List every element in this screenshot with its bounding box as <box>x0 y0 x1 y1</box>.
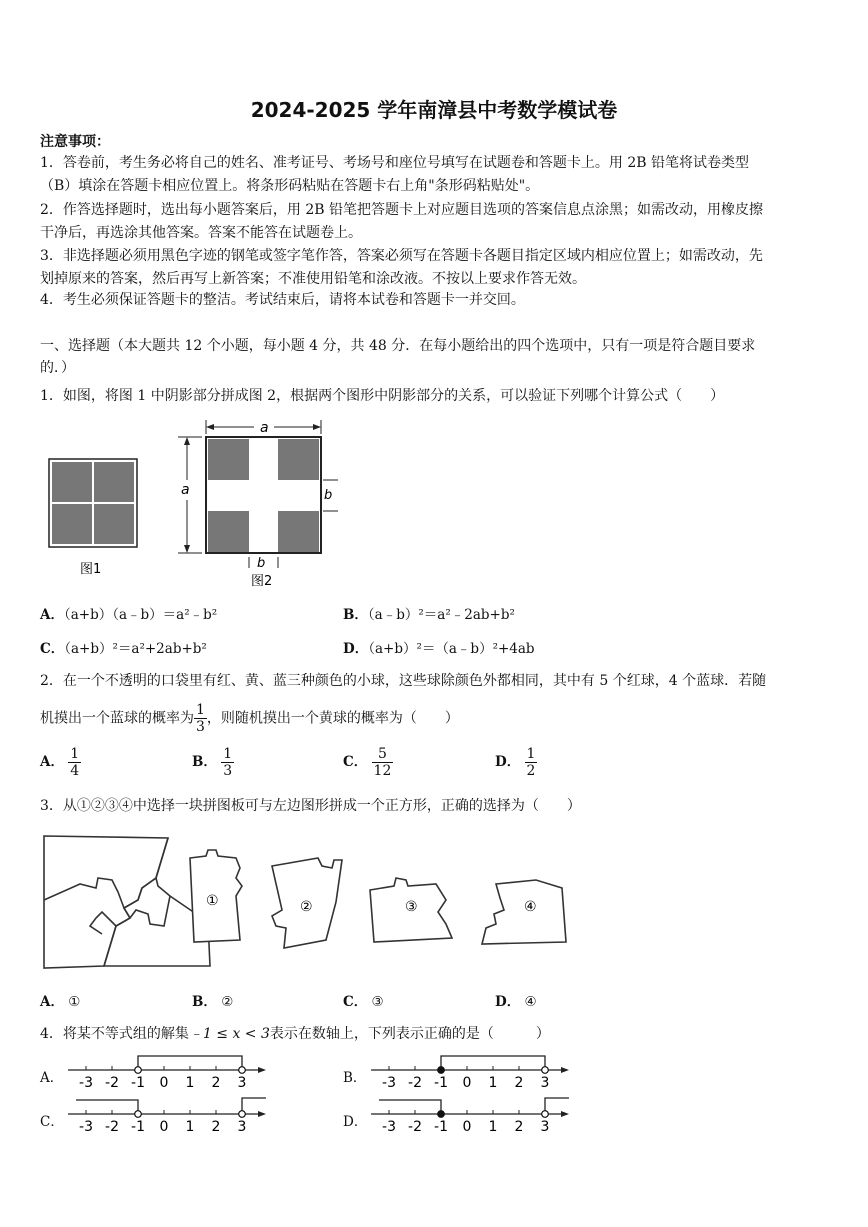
q3-option-c[interactable] <box>343 990 384 1010</box>
denominator: 2 <box>526 763 536 779</box>
tick-label: 3 <box>540 1119 550 1135</box>
option-label: D． <box>343 641 369 657</box>
notice-line: （B）填涂在答题卡相应位置上。将条形码粘贴在答题卡右上角"条形码粘贴处"。 <box>40 178 540 194</box>
open-dot <box>239 1111 246 1118</box>
open-dot <box>239 1067 246 1074</box>
open-dot <box>542 1111 549 1118</box>
puzzle-piece-4 <box>482 880 566 944</box>
section-heading-cont: 的．） <box>40 360 75 376</box>
option-label: A． <box>40 994 64 1010</box>
q4-numberline-a[interactable] <box>66 1052 276 1092</box>
tick-label: -3 <box>382 1075 396 1091</box>
tick-label: 2 <box>211 1119 221 1135</box>
tick-label: -1 <box>434 1119 448 1135</box>
q1-option-a[interactable] <box>40 603 217 623</box>
numerator: 1 <box>196 702 205 718</box>
denominator: 3 <box>196 719 205 735</box>
tick-label: 3 <box>237 1119 247 1135</box>
numerator: 1 <box>70 746 80 762</box>
tick-label: 0 <box>462 1075 472 1091</box>
page-title: 2024-2025 学年南漳县中考数学模试卷 <box>250 98 618 122</box>
piece-3-label: ③ <box>405 899 418 915</box>
solution-ray-right <box>242 1098 266 1114</box>
open-dot <box>542 1067 549 1074</box>
option-text: （a﹣b）²＝a²﹣2ab+b² <box>367 607 515 623</box>
q3-figure <box>40 830 580 975</box>
option-text: （a+b）（a﹣b）＝a²﹣b² <box>63 607 218 623</box>
tick-label: 2 <box>211 1075 221 1091</box>
option-text: （a+b）²＝a²+2ab+b² <box>64 641 207 657</box>
q3-option-a[interactable] <box>40 990 80 1010</box>
tick-label: 1 <box>488 1075 498 1091</box>
denominator: 3 <box>223 763 233 779</box>
tick-label: -2 <box>408 1119 422 1135</box>
tick-label: -3 <box>79 1119 93 1135</box>
puzzle-composite <box>44 836 210 968</box>
option-text: ② <box>221 994 234 1010</box>
fig2-caption: 图2 <box>251 574 273 589</box>
figure-1 <box>49 459 137 547</box>
fraction <box>221 746 234 779</box>
open-dot <box>135 1067 142 1074</box>
piece-2-label: ② <box>300 899 313 915</box>
solution-ray-left <box>76 1100 138 1114</box>
tick-label: -2 <box>105 1119 119 1135</box>
tick-label: -1 <box>131 1075 145 1091</box>
piece-1-label: ① <box>206 893 219 909</box>
option-label: D． <box>495 754 521 770</box>
q2-option-c[interactable] <box>343 746 393 779</box>
fraction <box>194 702 207 735</box>
q1-option-c[interactable] <box>40 637 207 657</box>
axis-arrow <box>561 1111 569 1117</box>
tick-label: -1 <box>434 1075 448 1091</box>
tick-label: -2 <box>408 1075 422 1091</box>
tick-label: -3 <box>79 1075 93 1091</box>
q2-stem-pre: 机摸出一个蓝球的概率为 <box>40 710 194 727</box>
q4-stem-post: 表示在数轴上，下列表示正确的是（ ） <box>269 1026 550 1042</box>
tick-label: 0 <box>462 1119 472 1135</box>
tick-label: -1 <box>131 1119 145 1135</box>
puzzle-piece-1 <box>190 850 242 942</box>
q1-option-d[interactable] <box>343 637 535 657</box>
piece-4-label: ④ <box>524 899 537 915</box>
option-label: A． <box>40 607 64 623</box>
option-label: B． <box>192 994 217 1010</box>
puzzle-piece-2 <box>272 858 342 948</box>
q2-option-b[interactable] <box>192 746 234 779</box>
axis-arrow <box>258 1067 266 1073</box>
option-label: D． <box>495 994 521 1010</box>
open-dot <box>135 1111 142 1118</box>
q2-option-a[interactable] <box>40 746 81 779</box>
q4-numberline-b[interactable] <box>369 1052 579 1092</box>
numerator: 5 <box>372 746 394 763</box>
tick-label: -3 <box>382 1119 396 1135</box>
tick-label: 2 <box>514 1119 524 1135</box>
closed-dot <box>438 1111 445 1118</box>
solution-ray-right <box>545 1098 569 1114</box>
q4-option-c-label[interactable]: C． <box>40 1114 64 1130</box>
dim-a-left: a <box>181 482 190 498</box>
option-label: C． <box>343 754 368 770</box>
option-text: ④ <box>524 994 537 1010</box>
q2-stem-post: ，则随机摸出一个黄球的概率为（ ） <box>206 710 459 727</box>
notice-line: 1．答卷前，考生务必将自己的姓名、准考证号、考场号和座位号填写在试题卷和答题卡上。用 2B 铅笔将试卷类型 <box>40 155 749 171</box>
puzzle-piece-3 <box>370 878 452 942</box>
notice-line: 2．作答选择题时，选出每小题答案后，用 2B 铅笔把答题卡上对应题目选项的答案信息点涂黑；如需改动，用橡皮擦 <box>40 202 763 218</box>
q4-option-b-label[interactable]: B． <box>343 1070 367 1086</box>
tick-label: 1 <box>185 1075 195 1091</box>
q4-stem-math: ﹣1 ≤ x < 3 <box>188 1026 270 1042</box>
option-text: ① <box>68 994 81 1010</box>
dim-b-bottom: b <box>257 556 266 571</box>
tick-label: 1 <box>185 1119 195 1135</box>
axis-arrow <box>258 1111 266 1117</box>
tick-label: 0 <box>159 1075 169 1091</box>
fraction <box>525 746 538 779</box>
dim-a-top: a <box>260 420 269 436</box>
q2-option-d[interactable] <box>495 746 537 779</box>
notice-line: 4．考生必须保证答题卡的整洁。考试结束后，请将本试卷和答题卡一并交回。 <box>40 292 525 308</box>
option-label: B． <box>343 607 368 623</box>
notice-line: 3．非选择题必须用黑色字迹的钢笔或签字笔作答，答案必须写在答题卡各题目指定区域内相应位置上；如需改动，先 <box>40 248 763 264</box>
q4-option-a-label[interactable]: A． <box>40 1070 64 1086</box>
fraction <box>372 746 394 779</box>
notice-line: 干净后，再选涂其他答案。答案不能答在试题卷上。 <box>40 225 362 241</box>
q3-option-b[interactable] <box>192 990 233 1010</box>
numerator: 1 <box>223 746 233 762</box>
fig1-caption: 图1 <box>80 562 102 577</box>
q1-figure <box>40 410 350 595</box>
denominator: 4 <box>70 763 80 779</box>
q4-stem <box>40 1024 550 1044</box>
dim-b-right: b <box>324 488 333 503</box>
tick-label: 0 <box>159 1119 169 1135</box>
denominator: 12 <box>373 763 392 779</box>
notice-line: 划掉原来的答案，然后再写上新答案；不准使用铅笔和涂改液。不按以上要求作答无效。 <box>40 271 586 287</box>
q4-stem-pre: 4．将某不等式组的解集 <box>40 1026 189 1042</box>
q4-numberline-c[interactable] <box>66 1096 276 1136</box>
tick-label: 3 <box>237 1075 247 1091</box>
q3-stem: 3．从①②③④中选择一块拼图板可与左边图形拼成一个正方形，正确的选择为（ ） <box>40 798 581 814</box>
solution-ray-left <box>379 1100 441 1114</box>
q4-numberline-d[interactable] <box>369 1096 579 1136</box>
tick-label: 1 <box>488 1119 498 1135</box>
q2-stem-cont <box>40 702 459 735</box>
option-label: B． <box>192 754 217 770</box>
option-label: C． <box>343 994 368 1010</box>
option-text: ③ <box>371 994 384 1010</box>
q1-stem: 1．如图，将图 1 中阴影部分拼成图 2，根据两个图形中阴影部分的关系，可以验证下列哪个计算公式（ ） <box>40 388 725 404</box>
q4-option-d-label[interactable]: D． <box>343 1114 368 1130</box>
option-label: A． <box>40 754 64 770</box>
axis-arrow <box>561 1067 569 1073</box>
figure-2 <box>206 437 321 553</box>
q2-stem: 2．在一个不透明的口袋里有红、黄、蓝三种颜色的小球，这些球除颜色外都相同，其中有 5 个红球，4 个蓝球．若随 <box>40 673 767 689</box>
section-heading: 一、选择题（本大题共 12 个小题，每小题 4 分，共 48 分．在每小题给出的四个选项中，只有一项是符合题目要求 <box>40 338 756 354</box>
q1-option-b[interactable] <box>343 603 515 623</box>
tick-label: -2 <box>105 1075 119 1091</box>
q3-option-d[interactable] <box>495 990 537 1010</box>
closed-dot <box>438 1067 445 1074</box>
fraction <box>68 746 81 779</box>
tick-label: 2 <box>514 1075 524 1091</box>
tick-label: 3 <box>540 1075 550 1091</box>
numerator: 1 <box>526 746 536 762</box>
option-label: C． <box>40 641 65 657</box>
notice-heading: 注意事项： <box>40 134 110 150</box>
option-text: （a+b）²＝（a﹣b）²+4ab <box>368 641 535 657</box>
